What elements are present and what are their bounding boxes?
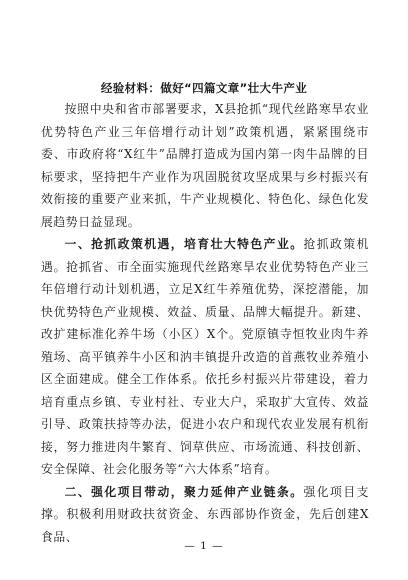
paragraph-section-1: [41, 233, 369, 481]
section-heading-1: 一、抢抓政策机遇，培育壮大特色产业。: [64, 237, 304, 251]
paragraph-text: 抢抓政策机遇。抢抓省、市全面实施现代丝路寒旱农业优势特色产业三年倍增行动计划机遇，立足X红牛养殖优势，深挖潜能，加快优势特色产业规模、效益、质量、品牌大幅提升。新建、改扩建标准化养牛场（小区）X个。党原镇寺恒牧业肉牛养殖场、高平镇养牛小区和汭丰镇提升改造的首燕牧业养殖小区全面建成。健全工作体系。依托乡村振兴片带建设，着力培育重点乡镇、专业村社、专业大户，采取扩大宣传、效益引导、政策扶持等办法，促进小农户和现代农业发展有机衔接，努力推进肉牛繁育、饲草供应、市场流通、科技创新、安全保障、社会化服务等“六大体系”培育。: [41, 237, 369, 476]
paragraph-text: 强化项目支撑。积极利用财政扶贫资金、东西部协作资金，先后创建X食品、: [41, 484, 369, 544]
paragraph-section-2: [41, 481, 369, 549]
page-number: — 1 —: [184, 540, 224, 552]
document-title: 经验材料：做好“四篇文章”壮大牛产业: [100, 81, 308, 95]
paragraph-intro: [41, 98, 369, 233]
document-body: [41, 98, 369, 548]
section-heading-2: 二、强化项目带动，聚力延伸产业链条。: [64, 484, 304, 499]
paragraph-text: 按照中央和省市部署要求，X县抢抓“现代丝路寒旱农业优势特色产业三年倍增行动计划”政策机遇，紧紧围绕市委、市政府将“X红牛”品牌打造成为国内第一肉牛品牌的目标要求，坚持把牛产业作为巩固脱贫攻坚成果与乡村振兴有效衔接的重要产业来抓，牛产业规模化、特色化、绿色化发展趋势日益显现。: [41, 102, 369, 229]
